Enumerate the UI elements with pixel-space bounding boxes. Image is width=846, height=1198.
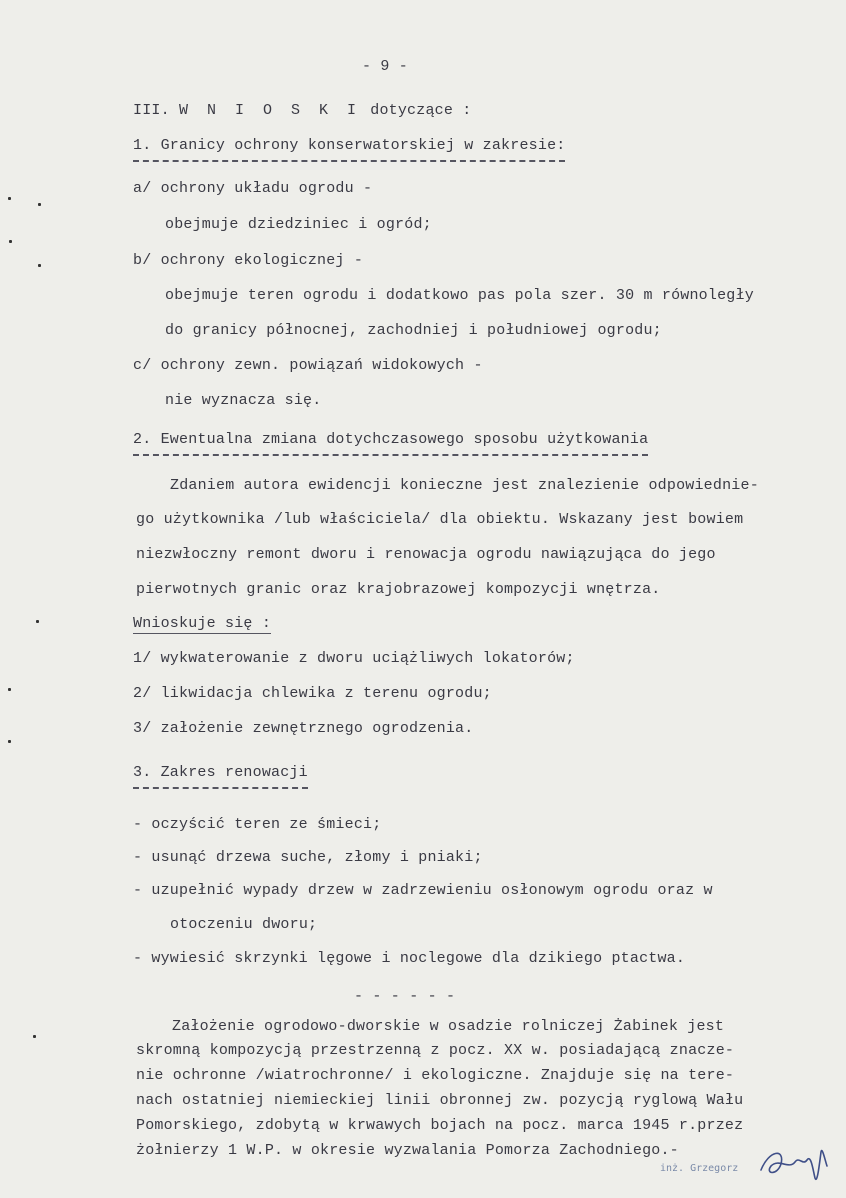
section-heading [133,102,471,119]
heading-word: W N I O S K I [179,102,362,119]
closing-line: żołnierzy 1 W.P. w okresie wyzwalania Pomorza Zachodniego.- [136,1142,679,1159]
section3-item: otoczeniu dworu; [170,916,318,933]
margin-mark [8,688,11,691]
section2-paragraph-line: niezwłoczny remont dworu i renowacja ogrodu nawiązująca do jego [136,546,716,563]
section3-item: - uzupełnić wypady drzew w zadrzewieniu osłonowym ogrodu oraz w [133,882,713,899]
wnioskuje-item: 2/ likwidacja chlewika z terenu ogrodu; [133,685,492,702]
heading-roman: III. [133,102,170,119]
section1-title: 1. Granicy ochrony konserwatorskiej w zakresie: [133,137,565,162]
section3-item: - oczyścić teren ze śmieci; [133,816,382,833]
closing-line: skromną kompozycją przestrzenną z pocz. XX w. posiadającą znacze- [136,1042,735,1059]
margin-mark [8,740,11,743]
heading-rest: dotyczące : [370,102,472,119]
section1-line: do granicy północnej, zachodniej i południowej ogrodu; [165,322,662,339]
closing-line: nach ostatniej niemieckiej linii obronnej zw. pozycją ryglową Wału [136,1092,744,1109]
section3-title: 3. Zakres renowacji [133,764,308,789]
margin-mark [9,240,12,243]
separator: - - - - - - [354,988,456,1005]
section3-item: - wywiesić skrzynki lęgowe i noclegowe dla dzikiego ptactwa. [133,950,686,967]
margin-mark [38,264,41,267]
margin-mark [33,1035,36,1038]
section1-line: b/ ochrony ekologicznej - [133,252,364,269]
section1-line: c/ ochrony zewn. powiązań widokowych - [133,357,483,374]
section1-line: obejmuje teren ogrodu i dodatkowo pas pola szer. 30 m równoległy [165,287,754,304]
handwritten-signature [755,1140,835,1185]
closing-line: Założenie ogrodowo-dworskie w osadzie rolniczej Żabinek jest [172,1018,725,1035]
section2-paragraph-line: go użytkownika /lub właściciela/ dla obiektu. Wskazany jest bowiem [136,511,744,528]
signature-note: inż. Grzegorz [660,1163,739,1174]
section2-paragraph-line: Zdaniem autora ewidencji konieczne jest znalezienie odpowiednie- [170,477,759,494]
section1-line: a/ ochrony układu ogrodu - [133,180,373,197]
wnioskuje-label: Wnioskuje się : [133,615,272,632]
section2-paragraph-line: pierwotnych granic oraz krajobrazowej kompozycji wnętrza. [136,581,661,598]
wnioskuje-item: 3/ założenie zewnętrznego ogrodzenia. [133,720,474,737]
section3-item: - usunąć drzewa suche, złomy i pniaki; [133,849,483,866]
wnioskuje-item: 1/ wykwaterowanie z dworu uciążliwych lokatorów; [133,650,575,667]
margin-mark [36,620,39,623]
margin-mark [8,197,11,200]
section2-title: 2. Ewentualna zmiana dotychczasowego sposobu użytkowania [133,431,648,456]
page-number: - 9 - [362,58,409,75]
closing-line: nie ochronne /wiatrochronne/ i ekologiczne. Znajduje się na tere- [136,1067,735,1084]
margin-mark [38,203,41,206]
section1-line: obejmuje dziedziniec i ogród; [165,216,432,233]
closing-line: Pomorskiego, zdobytą w krwawych bojach na pocz. marca 1945 r.przez [136,1117,744,1134]
section1-line: nie wyznacza się. [165,392,322,409]
